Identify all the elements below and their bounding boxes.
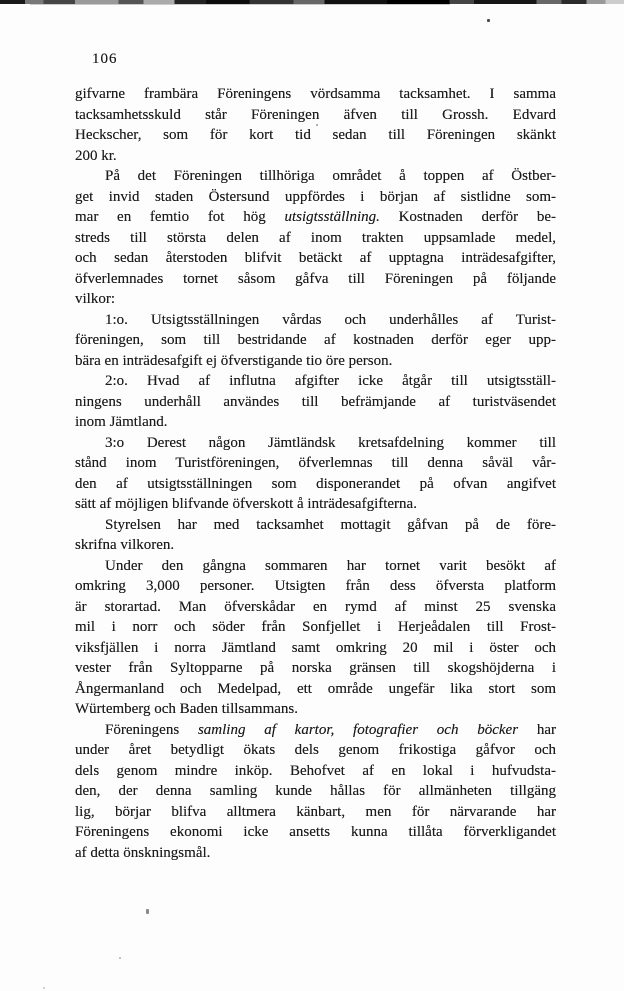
text-line: [75, 105, 556, 126]
text-segment: lig, börjar blifva alltmera känbart, men för närvarande har: [75, 803, 556, 820]
text-segment: Würtemberg och Baden tillsammans.: [75, 701, 299, 717]
text-segment: vester från Syltopparne på norska gränsen till skogshöjderna i: [75, 660, 556, 676]
text-line: [75, 166, 556, 187]
scan-speck: [146, 909, 149, 914]
text-line: [75, 761, 556, 782]
text-segment: Under den gångna sommaren har tornet varit besökt af: [105, 557, 556, 574]
text-segment: mar en femtio fot hög: [75, 209, 285, 225]
text-line: [75, 453, 556, 474]
text-line: [75, 658, 556, 679]
page-number: 106: [92, 51, 118, 67]
text-segment: föreningen, som till bestridande af kostnaden derför eger upp-: [75, 332, 556, 348]
text-line: [75, 371, 556, 392]
text-segment: tacksamhetsskuld står Föreningen äfven till Grossh. Edvard: [75, 106, 556, 123]
text-segment: af detta önskningsmål.: [75, 844, 211, 861]
text-line: [75, 125, 556, 146]
text-line: [75, 781, 556, 802]
text-segment: streds till största delen af inom trakten uppsamlade medel,: [75, 229, 556, 246]
text-segment: Föreningens ekonomi icke ansetts kunna tillåta förverkligandet: [75, 824, 556, 840]
text-line: [75, 433, 556, 454]
text-line: [75, 843, 556, 864]
text-line: [75, 269, 556, 290]
text-segment: är storartad. Man öfverskådar en rymd af minst 25 svenska: [75, 598, 556, 615]
text-segment: stånd inom Turistföreningen, öfverlemnas till denna såväl vår-: [75, 455, 556, 471]
text-segment: 3:o Derest någon Jämtländsk kretsafdelning kommer till: [105, 434, 556, 451]
text-segment: den, der denna samling kunde hållas för allmänheten tillgäng: [75, 783, 556, 799]
text-line: [75, 535, 556, 556]
text-segment: och sedan återstoden blifvit betäckt af upptagna inträdesafgifter,: [75, 250, 556, 266]
text-block: [75, 84, 556, 863]
text-segment: omkring 3,000 personer. Utsigten från dess öfversta platform: [75, 578, 556, 594]
text-line: [75, 740, 556, 761]
text-segment: inom Jämtland.: [75, 414, 168, 430]
text-line: [75, 187, 556, 208]
italic-text-segment: samling af kartor, fotografier och böcker: [197, 721, 519, 738]
text-segment: viksfjällen i norra Jämtland samt omkring 20 mil i öster och: [75, 639, 556, 656]
text-segment: Kostnaden derför be-: [379, 209, 556, 225]
text-line: [75, 699, 556, 720]
text-line: [75, 228, 556, 249]
text-segment: 1:o. Utsigtsställningen vårdas och underhålles af Turist-: [105, 311, 556, 328]
text-segment: vilkor:: [75, 291, 115, 307]
text-line: [75, 207, 556, 228]
scan-speck: [119, 957, 121, 959]
text-segment: 2:o. Hvad af influtna afgifter icke åtgår till utsigtsställ-: [105, 373, 556, 389]
text-line: [75, 822, 556, 843]
text-segment: dels genom mindre inköp. Behofvet af en lokal i hufvudsta-: [75, 762, 556, 779]
text-segment: skrifna vilkoren.: [75, 537, 175, 553]
text-line: [75, 330, 556, 351]
text-line: [75, 351, 556, 372]
text-segment: get invid staden Östersund uppfördes i början af sistlidne som-: [75, 188, 556, 205]
text-line: [75, 720, 556, 741]
text-line: [75, 474, 556, 495]
text-line: [75, 146, 556, 167]
text-line: [75, 679, 556, 700]
text-line: [75, 617, 556, 638]
text-segment: Heckscher, som för kort tid sedan till Föreningen skänkt: [75, 127, 556, 143]
scan-speck: [316, 124, 318, 126]
text-line: [75, 576, 556, 597]
italic-text-segment: utsigtsställning.: [284, 209, 380, 225]
text-line: [75, 412, 556, 433]
text-segment: sätt af möjligen blifvande öfverskott å inträdesafgifterna.: [75, 496, 417, 512]
text-segment: har: [518, 721, 556, 738]
scan-speck: [487, 19, 490, 22]
text-line: [75, 310, 556, 331]
text-line: [75, 248, 556, 269]
text-line: [75, 392, 556, 413]
text-segment: den af utsigtsställningen som disponerandet på ofvan angifvet: [75, 475, 556, 492]
text-line: [75, 556, 556, 577]
text-line: [75, 289, 556, 310]
text-line: [75, 802, 556, 823]
text-segment: gifvarne frambära Föreningens vördsamma tacksamhet. I samma: [75, 86, 556, 102]
text-segment: 200 kr.: [75, 147, 117, 164]
scan-speck: [43, 987, 45, 989]
text-line: [75, 494, 556, 515]
text-line: [75, 597, 556, 618]
text-segment: På det Föreningen tillhöriga området å toppen af Östber-: [105, 168, 556, 184]
text-segment: Styrelsen har med tacksamhet mottagit gåfvan på de före-: [105, 516, 556, 533]
text-line: [75, 515, 556, 536]
text-segment: öfverlemnades tornet såsom gåfva till Föreningen på följande: [75, 270, 556, 287]
text-line: [75, 638, 556, 659]
text-segment: Föreningens: [105, 721, 198, 738]
text-segment: Ångermanland och Medelpad, ett område ungefär lika stort som: [75, 680, 556, 697]
text-line: [75, 84, 556, 105]
text-segment: mil i norr och söder från Sonfjellet i Herjeådalen till Frost-: [75, 619, 556, 635]
text-segment: bära en inträdesafgift ej öfverstigande tio öre person.: [75, 352, 393, 369]
text-segment: under året betydligt ökats dels genom frikostiga gåfvor och: [75, 742, 556, 758]
text-segment: ningens underhåll användes till befrämjande af turistväsendet: [75, 393, 556, 410]
scan-edge-artifact-underline: [30, 4, 450, 5]
